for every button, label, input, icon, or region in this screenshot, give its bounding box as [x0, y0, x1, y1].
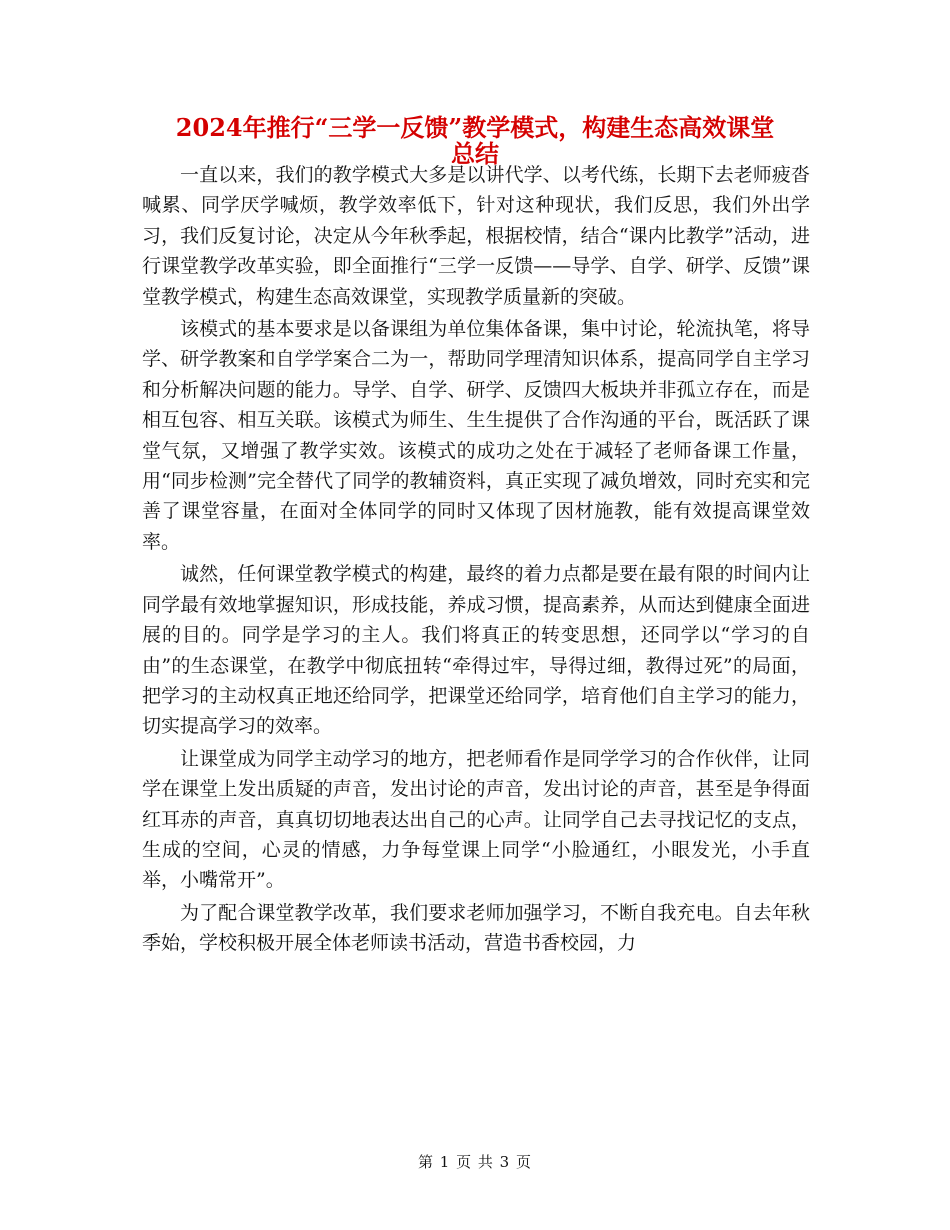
- paragraph: 诚然，任何课堂教学模式的构建，最终的着力点都是要在最有限的时间内让同学最有效地掌握知识，形成技能，养成习惯，提高素养，从而达到健康全面进展的目的。同学是学习的主人。我们将真正的转变思想，还同学以“学习的自由”的生态课堂，在教学中彻底扭转“牵得过牢，导得过细，教得过死”的局面，把学习的主动权真正地还给同学，把课堂还给同学，培育他们自主学习的能力，切实提高学习的效率。: [142, 563, 810, 738]
- page-footer: 第 1 页 共 3 页: [418, 1153, 532, 1171]
- paragraph: 一直以来，我们的教学模式大多是以讲代学、以考代练，长期下去老师疲沓喊累、同学厌学喊烦，教学效率低下，针对这种现状，我们反思，我们外出学习，我们反复讨论，决定从今年秋季起，根据校情，结合“课内比教学”活动，进行课堂教学改革实验，即全面推行“三学一反馈——导学、自学、研学、反馈”课堂教学模式，构建生态高效课堂，实现教学质量新的突破。: [142, 164, 810, 308]
- document-body: [142, 160, 810, 959]
- document-title-line1: 2024年推行“三学一反馈”教学模式，构建生态高效课堂: [175, 113, 775, 142]
- paragraph: 为了配合课堂教学改革，我们要求老师加强学习，不断自我充电。自去年秋季始，学校积极开展全体老师读书活动，营造书香校园，力: [142, 901, 810, 955]
- paragraph: 该模式的基本要求是以备课组为单位集体备课，集中讨论，轮流执笔，将导学、研学教案和自学学案合二为一，帮助同学理清知识体系，提高同学自主学习和分析解决问题的能力。导学、自学、研学、反馈四大板块并非孤立存在，而是相互包容、相互关联。该模式为师生、生生提供了合作沟通的平台，既活跃了课堂气氛，又增强了教学实效。该模式的成功之处在于减轻了老师备课工作量，用“同步检测”完全替代了同学的教辅资料，真正实现了减负增效，同时充实和完善了课堂容量，在面对全体同学的同时又体现了因材施教，能有效提高课堂效率。: [142, 318, 810, 553]
- paragraph: 让课堂成为同学主动学习的地方，把老师看作是同学学习的合作伙伴，让同学在课堂上发出质疑的声音，发出讨论的声音，发出讨论的声音，甚至是争得面红耳赤的声音，真真切切地表达出自己的心声。让同学自己去寻找记忆的支点，生成的空间，心灵的情感，力争每堂课上同学“小脸通红，小眼发光，小手直举，小嘴常开”。: [142, 747, 810, 892]
- document-title-line2: 总结: [451, 139, 499, 168]
